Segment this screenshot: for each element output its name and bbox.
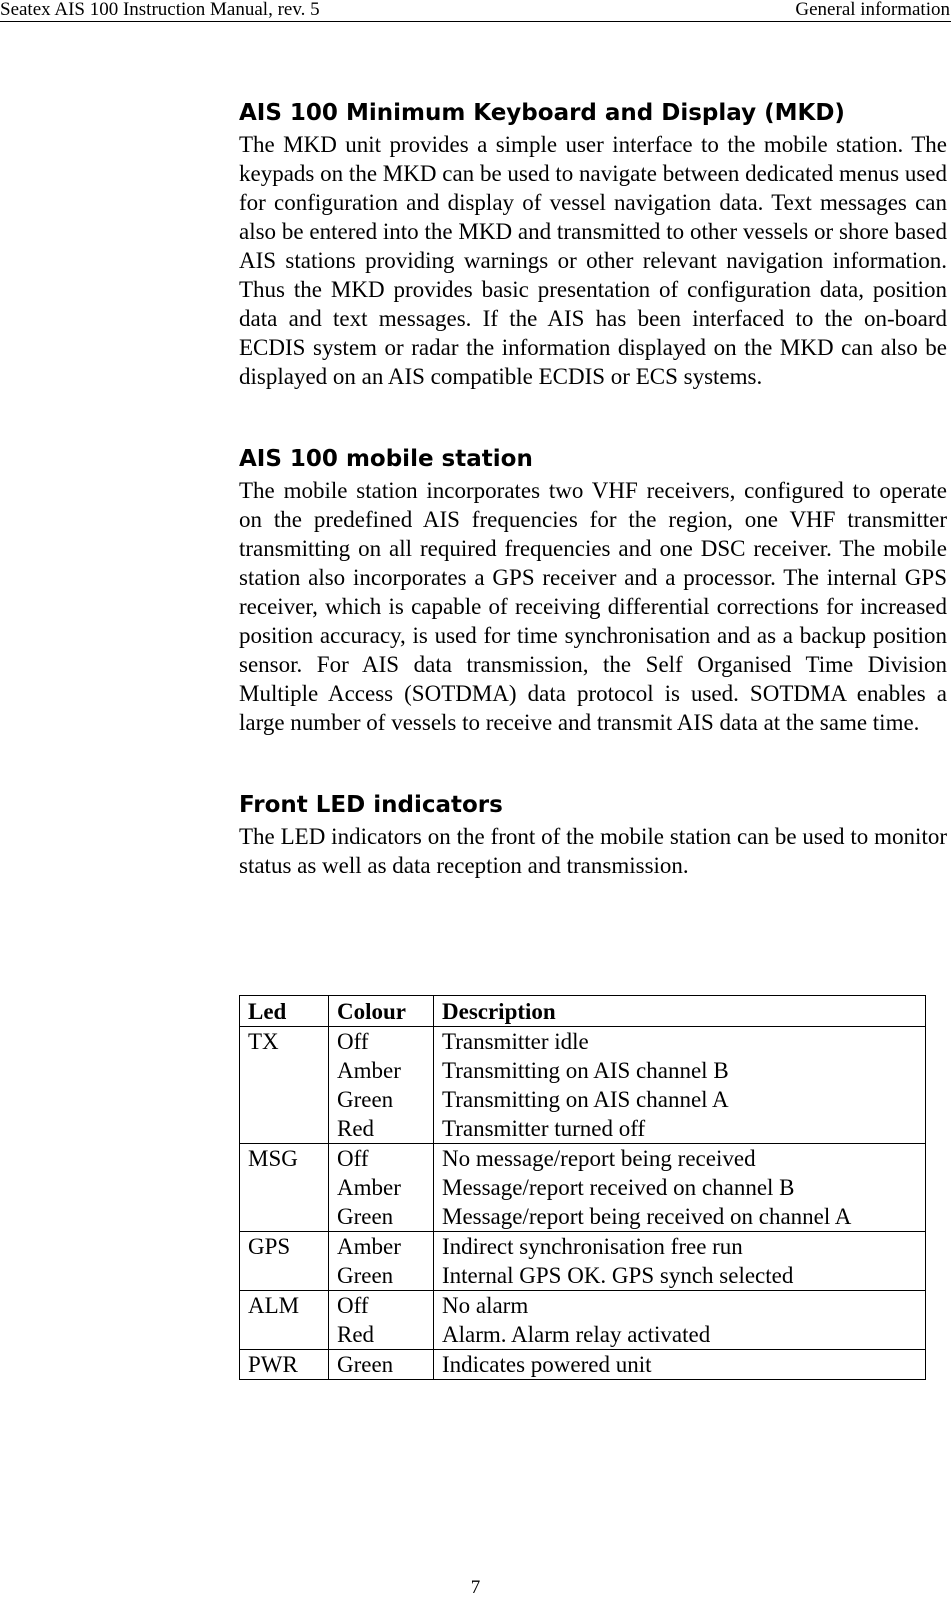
- led-colour: Green: [337, 1204, 394, 1229]
- led-description: Indirect synchronisation free run: [442, 1234, 743, 1259]
- page-header: [0, 0, 951, 22]
- led-description: Message/report received on channel B: [442, 1175, 795, 1200]
- led-name-cell: GPS: [240, 1232, 329, 1291]
- led-table-body: [240, 1027, 926, 1380]
- led-colour-cell: [329, 1232, 434, 1291]
- table-header-row: [240, 996, 926, 1027]
- led-name-cell: PWR: [240, 1350, 329, 1380]
- led-description: Message/report being received on channel A: [442, 1204, 852, 1229]
- section-heading: AIS 100 Minimum Keyboard and Display (MKD): [239, 100, 845, 126]
- led-colour: Green: [337, 1352, 394, 1377]
- led-name-cell: ALM: [240, 1291, 329, 1350]
- led-description-cell: [434, 1291, 926, 1350]
- led-colour: Amber: [337, 1234, 401, 1259]
- table-row: [240, 1232, 926, 1291]
- led-description: Transmitter turned off: [442, 1116, 646, 1141]
- column-header-led: Led: [240, 996, 329, 1027]
- column-header-description: Description: [434, 996, 926, 1027]
- header-manual-title: Seatex AIS 100 Instruction Manual, rev. 5: [0, 0, 320, 20]
- led-colour-cell: [329, 1291, 434, 1350]
- led-description: Indicates powered unit: [442, 1352, 652, 1377]
- led-description-cell: [434, 1350, 926, 1380]
- table-row: [240, 1144, 926, 1232]
- led-colour: Red: [337, 1116, 375, 1141]
- led-description-cell: [434, 1144, 926, 1232]
- header-chapter-title: General information: [795, 0, 950, 20]
- section-mkd: [239, 96, 947, 391]
- section-paragraph: The mobile station incorporates two VHF receivers, configured to operate on the predefined AIS frequencies for the region, one VHF transmitter transmitting on all required frequencies and one DSC receiver. The mobile station also incorporates a GPS receiver and a processor. The internal GPS receiver, which is capable of receiving differential corrections for increased position accuracy, is used for time synchronisation and as a backup position sensor. For AIS data transmission, the Self Organised Time Division Multiple Access (SOTDMA) data protocol is used. SOTDMA enables a large number of vessels to receive and transmit AIS data at the same time.: [239, 478, 947, 735]
- page-number: 7: [470, 1577, 481, 1598]
- section-mobile-station: [239, 442, 947, 737]
- table-row: [240, 1350, 926, 1380]
- led-indicator-table: [239, 995, 926, 1380]
- section-paragraph: The MKD unit provides a simple user interface to the mobile station. The keypads on the MKD can be used to navigate between dedicated menus used for configuration and display of vessel navigation data. Text messages can also be entered into the MKD and transmitted to other vessels or shore based AIS stations providing warnings or other relevant navigation information. Thus the MKD provides basic presentation of configuration data, position data and text messages. If the AIS has been interfaced to the on-board ECDIS system or radar the information displayed on the MKD can also be displayed on an AIS compatible ECDIS or ECS systems.: [239, 132, 947, 389]
- led-name-cell: MSG: [240, 1144, 329, 1232]
- led-description: Internal GPS OK. GPS synch selected: [442, 1263, 794, 1288]
- led-description: Transmitting on AIS channel B: [442, 1058, 729, 1083]
- led-description: No message/report being received: [442, 1146, 756, 1171]
- page-content: [239, 96, 947, 880]
- led-description: Transmitting on AIS channel A: [442, 1087, 729, 1112]
- led-name-cell: TX: [240, 1027, 329, 1144]
- table-row: [240, 1027, 926, 1144]
- led-colour: Off: [337, 1146, 369, 1171]
- led-description: No alarm: [442, 1293, 529, 1318]
- column-header-colour: Colour: [329, 996, 434, 1027]
- section-paragraph: The LED indicators on the front of the mobile station can be used to monitor status as well as data reception and transmission.: [239, 824, 947, 878]
- led-colour-cell: [329, 1144, 434, 1232]
- led-colour: Off: [337, 1293, 369, 1318]
- led-colour-cell: [329, 1350, 434, 1380]
- led-description-cell: [434, 1232, 926, 1291]
- led-colour-cell: [329, 1027, 434, 1144]
- led-colour: Amber: [337, 1175, 401, 1200]
- led-colour: Amber: [337, 1058, 401, 1083]
- table-row: [240, 1291, 926, 1350]
- section-heading: Front LED indicators: [239, 792, 503, 818]
- led-colour: Green: [337, 1263, 394, 1288]
- section-heading: AIS 100 mobile station: [239, 446, 533, 472]
- led-description: Transmitter idle: [442, 1029, 589, 1054]
- led-description-cell: [434, 1027, 926, 1144]
- led-colour: Green: [337, 1087, 394, 1112]
- section-front-led-indicators: [239, 788, 947, 880]
- led-colour: Off: [337, 1029, 369, 1054]
- led-colour: Red: [337, 1322, 375, 1347]
- led-description: Alarm. Alarm relay activated: [442, 1322, 711, 1347]
